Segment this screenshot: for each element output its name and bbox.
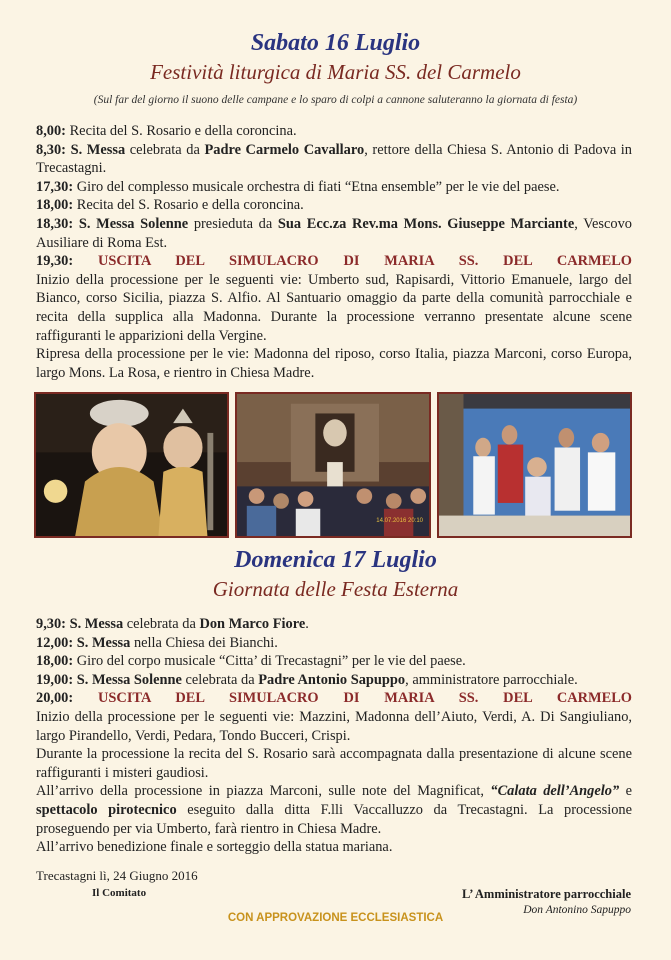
footer-amministratore: L’ Amministratore parrocchiale [462,887,631,901]
schedule-item: 12,00: S. Messa nella Chiesa dei Bianchi. [36,634,278,651]
photo-timestamp: 14.07.2016 20:10 [376,518,423,524]
sunday-schedule [36,615,632,857]
sunday-title: Domenica 17 Luglio [234,547,437,573]
schedule-item: 18,00: Recita del S. Rosario e della coroncina. [36,197,304,214]
schedule-item: 17,30: Giro del complesso musicale orchestra di fiati “Etna ensemble” per le vie del paese. [36,178,560,195]
schedule-item: 19,00: S. Messa Solenne celebrata da Padre Antonio Sapuppo, amministratore parrocchiale. [36,671,578,688]
photo-strip [34,392,632,538]
sunday-subtitle: Giornata delle Festa Esterna [212,577,459,601]
procession-text: Inizio della processione per le seguenti vie: Mazzini, Madonna dell’Aiuto, Verdi, A. Di Sangiuliano, largo Pirandello, Verdi, Pedara, Tondo Bucceri, Crispi. [36,708,632,744]
procession-text-4: All’arrivo benedizione finale e sorteggio della statua mariana. [36,839,393,856]
approval-notice: CON APPROVAZIONE ECCLESIASTICA [227,912,444,924]
saturday-schedule [36,122,632,382]
schedule-item: 18,00: Giro del corpo musicale “Citta’ di Trecastagni” per le vie del paese. [36,653,466,670]
footer-signatory-name: Don Antonino Sapuppo [523,904,631,916]
photo-church-procession [235,392,431,538]
schedule-item: 8,30: S. Messa celebrata da Padre Carmelo Cavallaro, rettore della Chiesa S. Antonio di Padova in Trecastagni. [36,141,632,177]
photo-madonna-statue [34,392,229,538]
schedule-item: 9,30: S. Messa celebrata da Don Marco Fiore. [36,616,309,632]
procession-heading: 19,30: USCITA DEL SIMULACRO DI MARIA SS. DEL CARMELO [36,253,632,270]
procession-heading: 20,00: USCITA DEL SIMULACRO DI MARIA SS. DEL CARMELO [36,690,632,707]
photo-nativity-scene [437,392,632,538]
procession-text-2: Ripresa della processione per le vie: Madonna del riposo, corso Italia, piazza Marconi, corso Europa, largo Mons. La Rosa, e rientro in Chiesa Madre. [36,346,632,381]
schedule-item: 18,30: S. Messa Solenne presieduta da Sua Ecc.za Rev.ma Mons. Giuseppe Marciante, Vescovo Ausiliare di Roma Est. [36,215,632,251]
procession-text: Inizio della processione per le seguenti vie: Umberto sud, Rapisardi, Vittorio Emanuele, largo del Bianco, corso Sicilia, piazza S. Alfio. Al Santuario omaggio da parte della comunità parrocchiale e recita della supplica alla Madonna. Durante la processione verranno presentate alcune scene raffiguranti le apparizioni della Vergine. [36,271,632,344]
saturday-note: (Sul far del giorno il suono delle campane e lo sparo di colpi a cannone saluteranno la giornata di festa) [93,94,578,106]
saturday-subtitle: Festività liturgica di Maria SS. del Carmelo [150,60,521,84]
footer-comitato: Il Comitato [92,887,147,899]
schedule-item: 8,00: Recita del S. Rosario e della coroncina. [36,123,297,139]
procession-text-3: All’arrivo della processione in piazza Marconi, sulle note del Magnificat, “Calata dell’Angelo” e spettacolo pirotecnico eseguito dalla ditta F.lli Vaccalluzzo da Trecastagni. La processione proseguendo per via Umberto, farà rientro in Chiesa Madre. [36,783,632,837]
procession-text-2: Durante la processione la recita del S. Rosario sarà accompagnata dalla presentazione di alcune scene raffiguranti i misteri gaudiosi. [36,746,632,781]
footer-date: Trecastagni lì, 24 Giugno 2016 [36,868,198,883]
saturday-title: Sabato 16 Luglio [250,30,421,56]
